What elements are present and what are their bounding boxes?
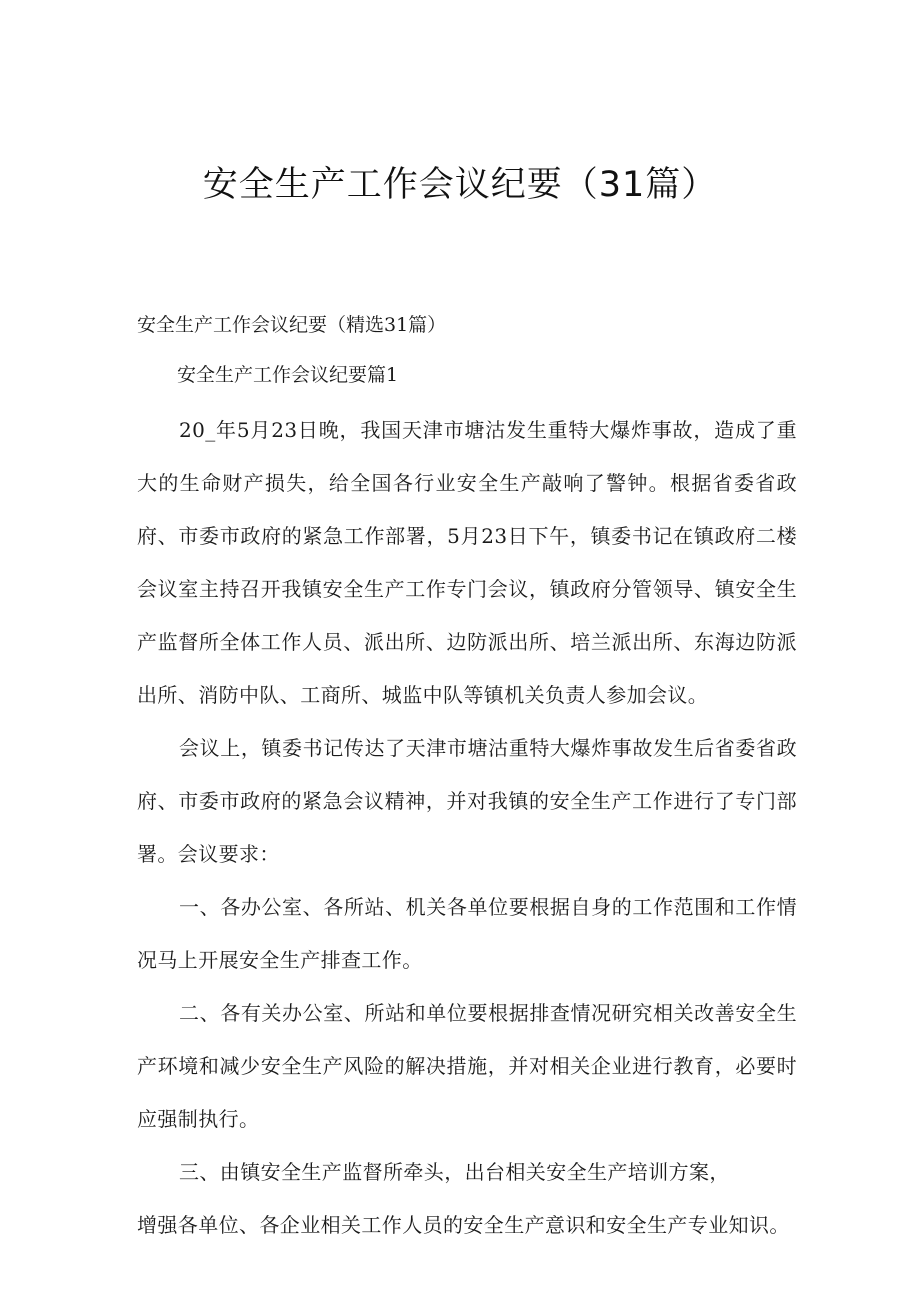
paragraph-3: 一、各办公室、各所站、机关各单位要根据自身的工作范围和工作情况马上开展安全生产排查工作。 <box>137 895 797 972</box>
paragraph-5-line-1: 三、由镇安全生产监督所牵头，出台相关安全生产培训方案， <box>179 1160 730 1184</box>
document-title: 安全生产工作会议纪要（31篇） <box>202 165 718 205</box>
paragraph-4: 二、各有关办公室、所站和单位要根据排查情况研究相关改善安全生产环境和减少安全生产风险的解决措施，并对相关企业进行教育，必要时应强制执行。 <box>137 1001 797 1131</box>
document-body <box>137 300 797 1252</box>
document-subtitle: 安全生产工作会议纪要（精选31篇） <box>137 314 447 336</box>
paragraph-1: 20_年5月23日晚，我国天津市塘沽发生重特大爆炸事故，造成了重大的生命财产损失，给全国各行业安全生产敲响了警钟。根据省委省政府、市委市政府的紧急工作部署，5月23日下午，镇委书记在镇政府二楼会议室主持召开我镇安全生产工作专门会议，镇政府分管领导、镇安全生产监督所全体工作人员、派出所、边防派出所、培兰派出所、东海边防派出所、消防中队、工商所、城监中队等镇机关负责人参加会议。 <box>137 418 797 707</box>
paragraph-5-line-2: 增强各单位、各企业相关工作人员的安全生产意识和安全生产专业知识。 <box>137 1213 790 1237</box>
section-heading: 安全生产工作会议纪要篇1 <box>177 364 399 386</box>
paragraph-2: 会议上，镇委书记传达了天津市塘沽重特大爆炸事故发生后省委省政府、市委市政府的紧急会议精神，并对我镇的安全生产工作进行了专门部署。会议要求： <box>137 736 797 866</box>
